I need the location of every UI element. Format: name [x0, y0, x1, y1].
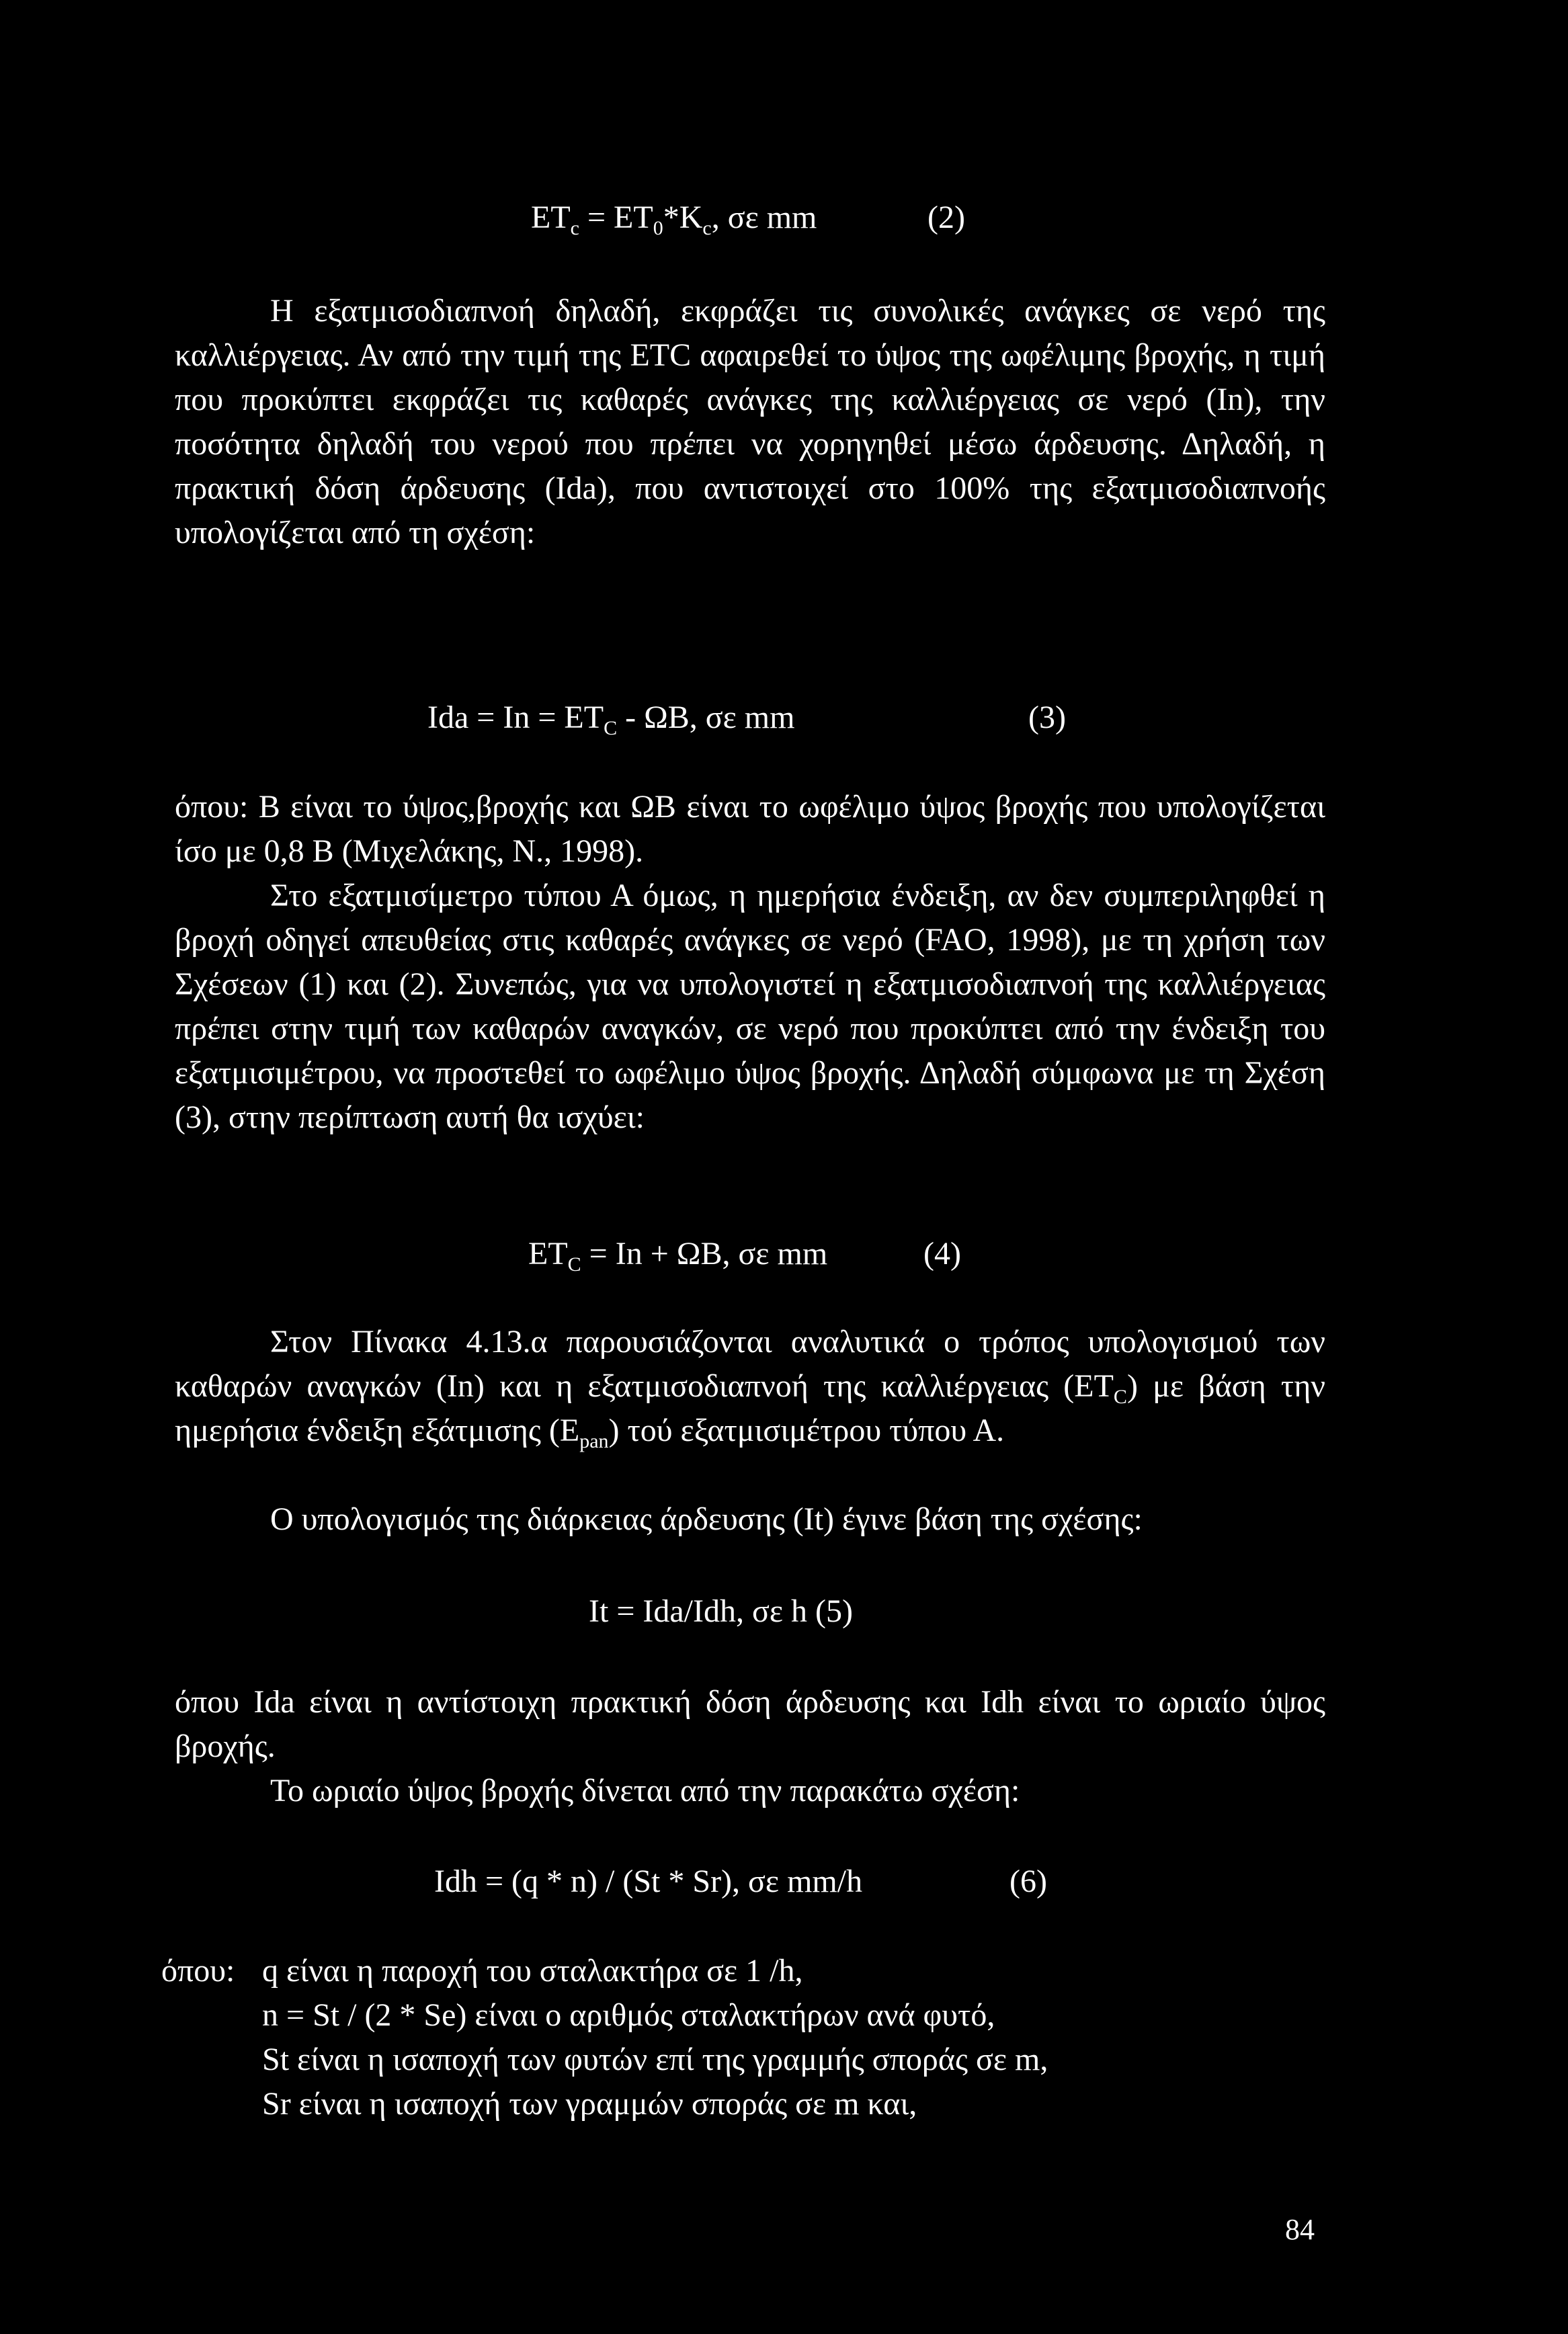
equation-6-number: (6) — [1009, 1864, 1047, 1899]
equation-3-number: (3) — [1028, 700, 1066, 735]
definition-item: q είναι η παροχή του σταλακτήρα σε 1 /h, — [262, 1953, 803, 1989]
paragraph-1: Η εξατμισοδιαπνοή δηλαδή, εκφράζει τις συνολικές ανάγκες σε νερό της καλλιέργειας. Αν από την τιμή της ETC αφαιρεθεί το ύψος της ωφέλιμης βροχής, η τιμή που προκύπτει εκφράζει τις καθαρές ανάγκες της καλλιέργειας σε νερό (In), την ποσότητα δηλαδή του νερού που πρέπει να χορηγηθεί μέσω άρδευσης. Δηλαδή, η πρακτική δόση άρδευσης (Ida), που αντιστοιχεί στο 100% της εξατμισοδιαπνοής υπολογίζεται από τη σχέση: — [175, 293, 1325, 550]
equation-2-number: (2) — [927, 200, 965, 235]
paragraph-5: Ο υπολογισμός της διάρκειας άρδευσης (It) έγινε βάση της σχέσης: — [270, 1501, 1143, 1537]
equation-4-number: (4) — [923, 1236, 961, 1272]
paragraph-2: όπου: B είναι το ύψος,βροχής και ΩB είναι το ωφέλιμο ύψος βροχής που υπολογίζεται ίσο με 0,8 B (Μιχελάκης, Ν., 1998). — [175, 789, 1325, 869]
definition-item: Sr είναι η ισαποχή των γραμμών σποράς σε m και, — [262, 2086, 917, 2122]
equation-6: Idh = (q * n) / (St * Sr), σε mm/h (6) — [434, 1862, 862, 1902]
paragraph-4: Στον Πίνακα 4.13.α παρουσιάζονται αναλυτικά ο τρόπος υπολογισμού των καθαρών αναγκών (In) και η εξατμισοδιαπνοή της καλλιέργειας $(ET_C)$ με βάση την ημερήσια ένδειξη εξάτμισης $(E_{pan})$ τού εξατμισιμέτρου τύπου Α. — [175, 1324, 1326, 1452]
paragraph-3: Στο εξατμισίμετρο τύπου Α όμως, η ημερήσια ένδειξη, αν δεν συμπεριληφθεί η βροχή οδηγεί απευθείας στις καθαρές ανάγκες σε νερό (FAO, 1998), με τη χρήση των Σχέσεων (1) και (2). Συνεπώς, για να υπολογιστεί η εξατμισοδιαπνοή της καλλιέργειας πρέπει στην τιμή των καθαρών αναγκών, σε νερό που προκύπτει από την ένδειξη του εξατμισιμέτρου, να προστεθεί το ωφέλιμο ύψος βροχής. Δηλαδή σύμφωνα με τη Σχέση (3), στην περίπτωση αυτή θα ισχύει: — [175, 878, 1325, 1135]
equation-5: It = Ida/Idh, σε h (5) — [589, 1593, 853, 1629]
page-number: 84 — [1285, 2213, 1315, 2246]
definition-item: St είναι η ισαποχή των φυτών επί της γραμμής σποράς σε m, — [262, 2042, 1048, 2077]
equation-4: $ET_C = In + \Omega B$, σε mm (4) — [528, 1234, 827, 1274]
paragraph-6: όπου Ida είναι η αντίστοιχη πρακτική δόση άρδευσης και Idh είναι το ωριαίο ύψος βροχής. — [175, 1684, 1326, 1764]
equation-2: $ET_c = ET_0*K_c$, σε mm (2) — [531, 198, 817, 238]
definitions-lead: όπου: — [161, 1953, 235, 1989]
definition-item: n = St / (2 * Se) είναι ο αριθμός σταλακτήρων ανά φυτό, — [262, 1997, 995, 2033]
paragraph-7: Το ωριαίο ύψος βροχής δίνεται από την παρακάτω σχέση: — [270, 1773, 1020, 1808]
equation-3: Ida = $In = ET_C - \Omega B$, σε mm (3) — [427, 698, 794, 738]
